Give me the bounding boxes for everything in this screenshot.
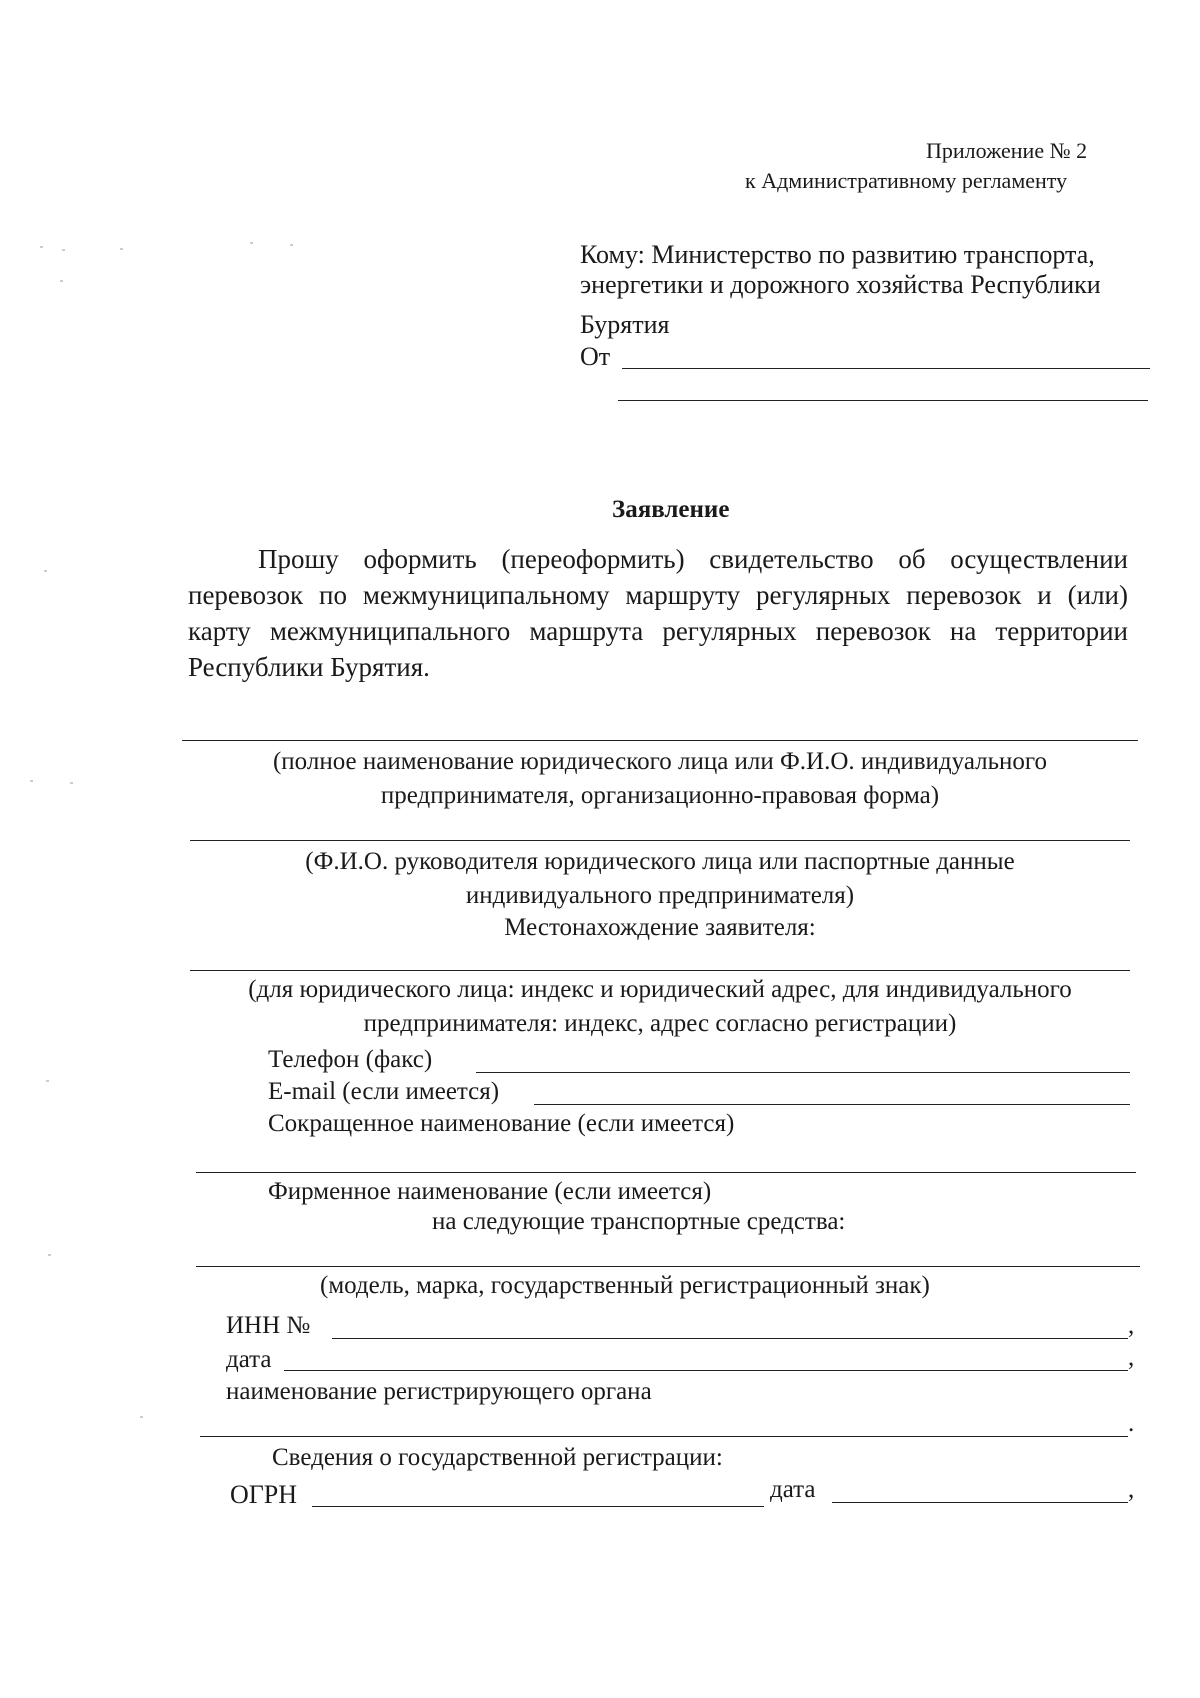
addressee-line-1: Кому: Министерство по развитию транспорта, [580,240,1095,269]
scan-speck [46,1080,49,1082]
vehicles-label: на следующие транспортные средства: [432,1208,846,1235]
inn-label: ИНН № [226,1312,311,1339]
address-caption-1: (для юридического лица: индекс и юридический адрес, для индивидуального [248,976,1072,1003]
inn-blank-line [332,1338,1128,1339]
intro-line-1: Прошу оформить (переоформить) свидетельство об осуществлении [258,544,1128,574]
date-comma: , [1128,1344,1135,1371]
short-name-label: Сокращенное наименование (если имеется) [268,1110,735,1137]
document-title: Заявление [612,496,730,523]
legal-name-caption-2: предпринимателя, организационно-правовая форма) [380,782,940,809]
vehicles-blank-line [196,1266,1140,1267]
email-blank-line [534,1104,1130,1105]
date-label: дата [226,1346,272,1373]
reg-authority-label: наименование регистрирующего органа [226,1378,652,1405]
brand-name-label: Фирменное наименование (если имеется) [268,1178,712,1205]
ogrn-date-comma: , [1128,1476,1135,1503]
head-blank-line [190,840,1130,841]
addressee-line-2: энергетики и дорожного хозяйства Республики [580,270,1101,299]
intro-line-4: Республики Бурятия. [188,652,430,682]
head-caption-1: (Ф.И.О. руководителя юридического лица или паспортные данные [305,848,1015,875]
phone-blank-line [476,1072,1130,1073]
short-name-blank-line [196,1172,1136,1173]
vehicle-caption: (модель, марка, государственный регистрационный знак) [320,1272,930,1299]
scan-speck [30,780,33,782]
scan-speck [120,248,123,250]
location-label: Местонахождение заявителя: [504,914,816,941]
appendix-regulation: к Административному регламенту [745,168,1068,193]
scan-speck [44,570,47,572]
ogrn-date-label: дата [770,1476,816,1503]
scan-speck [290,244,293,246]
appendix-number: Приложение № 2 [926,138,1088,163]
date-blank-line [284,1370,1128,1371]
email-label: E-mail (если имеется) [268,1078,500,1105]
reg-authority-blank-line [200,1436,1128,1437]
from-blank-line-1 [622,368,1150,369]
scan-speck [250,242,253,244]
intro-line-3: карту межмуниципального маршрута регулярных перевозок на территории [188,616,1128,646]
scan-speck [60,280,63,282]
scan-speck [40,246,43,248]
legal-name-blank-line [182,740,1138,741]
from-label: От [580,342,611,371]
scan-speck [140,1416,143,1418]
scan-speck [62,249,65,251]
from-blank-line-2 [618,400,1148,401]
state-reg-label: Сведения о государственной регистрации: [272,1444,723,1471]
intro-line-2: перевозок по межмуниципальному маршруту регулярных перевозок и (или) [188,580,1128,610]
address-caption-2: предпринимателя: индекс, адрес согласно регистрации) [363,1010,957,1037]
phone-label: Телефон (факс) [268,1046,433,1073]
ogrn-blank-line [312,1506,764,1507]
inn-comma: , [1128,1312,1135,1339]
head-caption-2: индивидуального предпринимателя) [465,882,855,909]
scan-speck [48,1254,51,1256]
reg-authority-period: . [1128,1410,1135,1437]
ogrn-label: ОГРН [230,1480,298,1509]
legal-name-caption-1: (полное наименование юридического лица или Ф.И.О. индивидуального [272,748,1048,775]
scan-speck [70,782,73,784]
address-blank-line [190,970,1130,971]
ogrn-date-blank-line [832,1502,1128,1503]
addressee-line-3: Бурятия [580,310,670,339]
